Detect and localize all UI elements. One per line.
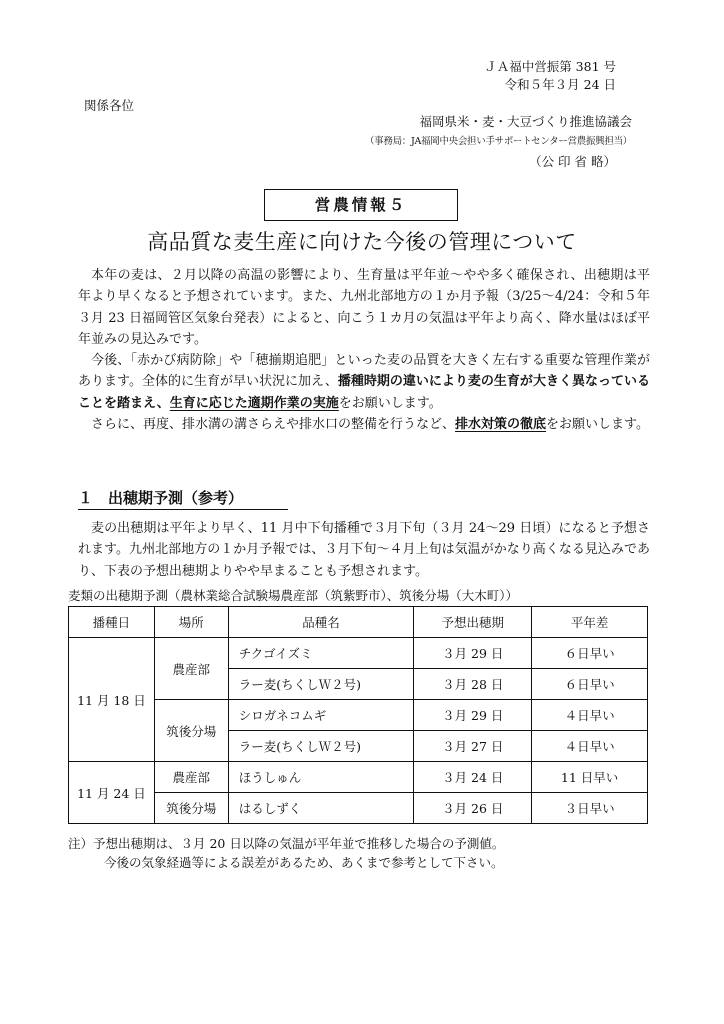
col-header-diff-from-normal: 平年差: [532, 607, 648, 638]
cell-variety: ラー麦(ちくしＷ２号): [228, 731, 414, 762]
page-title: 高品質な麦生産に向けた今後の管理について: [147, 230, 577, 254]
table-note: [68, 834, 504, 872]
sender-office: （事務局：JA福岡中央会担い手サポートセンター営農振興担当）: [364, 136, 632, 147]
col-header-predicted-heading: 予想出穂期: [414, 607, 532, 638]
cell-diff: ６日早い: [532, 638, 648, 669]
cell-diff: ４日早い: [532, 700, 648, 731]
table-row: [69, 638, 648, 669]
section-1-heading: １ 出穂期予測（参考）: [78, 487, 288, 510]
cell-place: 筑後分場: [154, 700, 228, 762]
intro-paragraph-2: [78, 350, 650, 414]
cell-variety: チクゴイズミ: [228, 638, 414, 669]
cell-sowing-date: 11 月 24 日: [69, 762, 155, 824]
cell-place: 筑後分場: [154, 793, 228, 824]
section-1-body: [78, 518, 650, 582]
intro-p2-text-a: 今後、「赤かび病防除」や「穂揃期追肥」といった麦の品質を大きく左右する重要な管理作業があります。全体的に生育が早い状況に加え、: [78, 353, 650, 390]
cell-variety: シロガネコムギ: [228, 700, 414, 731]
cell-variety: ほうしゅん: [228, 762, 414, 793]
section-1-paragraph: 麦の出穂期は平年より早く、11 月中下旬播種で３月下旬（３月 24～29 日頃）になると予想されます。九州北部地方の１か月予報では、３月下旬～４月上旬は気温がかなり高くなる見込みであり、下表の予想出穂期よりやや早まることも予想されます。: [78, 521, 650, 579]
cell-place: 農産部: [154, 762, 228, 793]
cell-predicted-heading: ３月 28 日: [414, 669, 532, 700]
table-row: [69, 762, 648, 793]
table-header-row: [69, 607, 648, 638]
seal-omitted: （公 印 省 略）: [529, 154, 616, 169]
addressee: 関係各位: [84, 98, 135, 113]
cell-predicted-heading: ３月 29 日: [414, 700, 532, 731]
sender-organization: 福岡県米・麦・大豆づくり推進協議会: [419, 114, 632, 129]
cell-predicted-heading: ３月 29 日: [414, 638, 532, 669]
intro-p3-text-c: をお願いします。: [546, 417, 649, 433]
intro-p2-bold-underline: 生育に応じた適期作業の実施: [169, 395, 339, 411]
intro-p2-bold: 播種時期の違いにより麦の生育が大きく異なっていることを踏まえ、: [78, 374, 650, 411]
col-header-place: 場所: [154, 607, 228, 638]
intro-paragraph-1: 本年の麦は、２月以降の高温の影響により、生育量は平年並～やや多く確保され、出穂期は平年より早くなると予想されています。また、九州北部地方の１か月予報（3/25～4/24：令和５年３月 23 日福岡管区気象台発表）によると、向こう１カ月の気温は平年より高く、降水量はほぼ平年並みの見込みです。: [78, 268, 650, 347]
intro-paragraph-3: [78, 414, 650, 435]
cell-predicted-heading: ３月 26 日: [414, 793, 532, 824]
cell-diff: ６日早い: [532, 669, 648, 700]
cell-predicted-heading: ３月 27 日: [414, 731, 532, 762]
table-row: [69, 793, 648, 824]
intro-p2-text-d: をお願いします。: [338, 395, 442, 411]
intro-p3-text-a: さらに、再度、排水溝の溝さらえや排水口の整備を行うなど、: [91, 417, 456, 433]
intro-section: [78, 265, 650, 435]
document-date: 令和５年３月 24 日: [504, 77, 616, 92]
cell-variety: はるしずく: [228, 793, 414, 824]
info-badge: 営農情報５: [264, 189, 458, 221]
cell-predicted-heading: ３月 24 日: [414, 762, 532, 793]
cell-diff: 11 日早い: [532, 762, 648, 793]
cell-diff: ３日早い: [532, 793, 648, 824]
table-note-line-2: 今後の気象経過等による誤差があるため、あくまで参考として下さい。: [104, 855, 504, 870]
heading-forecast-table: [68, 606, 648, 824]
cell-diff: ４日早い: [532, 731, 648, 762]
col-header-variety: 品種名: [228, 607, 414, 638]
cell-variety: ラー麦(ちくしＷ２号): [228, 669, 414, 700]
document-number: ＪＡ福中営振第 381 号: [484, 59, 616, 74]
document-header: [484, 58, 616, 94]
table-note-line-1: 注）予想出穂期は、３月 20 日以降の気温が平年並で推移した場合の予測値。: [68, 836, 505, 851]
intro-p3-bold-underline: 排水対策の徹底: [455, 417, 547, 433]
table-caption: 麦類の出穂期予測（農林業総合試験場農産部（筑紫野市）、筑後分場（大木町））: [68, 588, 519, 603]
col-header-sowing-date: 播種日: [69, 607, 155, 638]
cell-place: 農産部: [154, 638, 228, 700]
cell-sowing-date: 11 月 18 日: [69, 638, 155, 762]
sender-block: [365, 112, 632, 172]
table-row: [69, 700, 648, 731]
